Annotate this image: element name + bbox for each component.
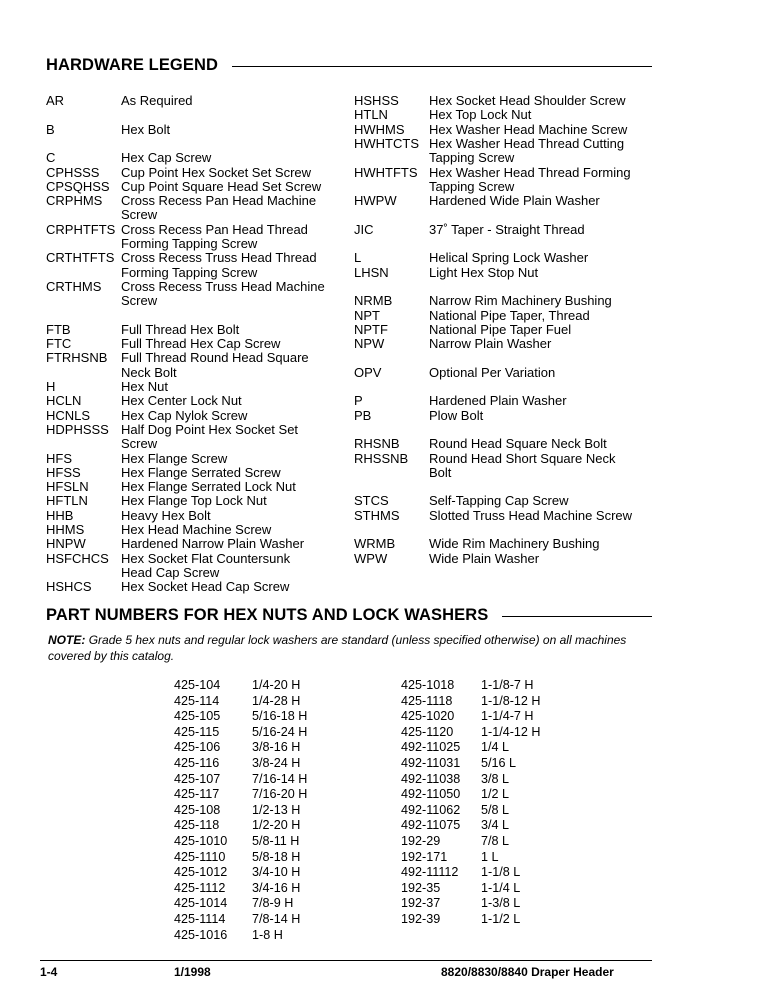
part-number: 492-11075: [401, 818, 461, 833]
legend-description: Hex Flange Screw: [121, 450, 228, 466]
table-row: [401, 678, 561, 694]
legend-abbr: CPHSSS: [46, 164, 100, 180]
legend-abbr: HFS: [46, 450, 72, 466]
part-number: 492-11031: [401, 755, 461, 770]
legend-description: Hex Socket Head Shoulder Screw: [429, 93, 626, 108]
legend-abbr: AR: [46, 93, 65, 108]
part-size: 1-3/8 L: [481, 896, 521, 911]
part-number: 425-1010: [174, 833, 228, 848]
part-numbers-title: PART NUMBERS FOR HEX NUTS AND LOCK WASHERS: [46, 606, 489, 624]
table-row: [174, 928, 334, 944]
table-row: [174, 818, 334, 834]
part-size: 5/8-11 H: [252, 833, 300, 848]
part-number: 425-107: [174, 771, 221, 786]
part-size: 1/2-20 H: [252, 818, 301, 833]
legend-abbr: B: [46, 121, 55, 137]
table-row: [401, 818, 561, 834]
part-number: 425-104: [174, 678, 221, 692]
hardware-legend-title: HARDWARE LEGEND: [46, 56, 219, 74]
footer-date: 1/1998: [174, 965, 211, 979]
legend-abbr: HFSLN: [46, 479, 89, 495]
part-size: 7/8-9 H: [252, 896, 294, 911]
legend-description: As Required: [121, 93, 193, 108]
part-number: 425-1016: [174, 927, 228, 942]
legend-description: Hex Top Lock Nut: [429, 107, 532, 123]
part-numbers-rule: [502, 616, 652, 617]
part-size: 1-1/4-12 H: [481, 724, 541, 739]
table-row: [174, 881, 334, 897]
table-row: [174, 694, 334, 710]
table-row: [174, 834, 334, 850]
table-row: [401, 740, 561, 756]
part-number: 425-1110: [174, 849, 226, 864]
legend-description: Tapping Screw: [429, 150, 515, 166]
table-row: [174, 678, 334, 694]
table-row: [401, 772, 561, 788]
part-size: 3/8 L: [481, 771, 510, 786]
note-text: Grade 5 hex nuts and regular lock washers are standard (unless specified otherwise) on all machines covered by this catalog.: [48, 633, 627, 663]
part-size: 3/4-10 H: [252, 865, 301, 880]
legend-abbr: RHSNB: [354, 436, 400, 452]
legend-abbr: HHB: [46, 507, 74, 523]
part-size: 3/4-16 H: [252, 880, 301, 895]
legend-description: Full Thread Hex Cap Screw: [121, 336, 281, 352]
part-size: 5/16-24 H: [252, 724, 308, 739]
legend-abbr: HSHSS: [354, 93, 399, 108]
legend-abbr: HSHCS: [46, 579, 92, 595]
part-size: 5/16-18 H: [252, 709, 308, 724]
legend-description: Screw: [121, 436, 158, 452]
legend-abbr: P: [354, 393, 363, 409]
parts-left-column: [174, 678, 334, 943]
part-number: 425-1114: [174, 911, 226, 926]
hardware-legend-rule: [232, 66, 652, 67]
table-row: [401, 803, 561, 819]
part-number: 425-1020: [401, 709, 455, 724]
legend-abbr: HDPHSSS: [46, 421, 109, 437]
part-size: 5/16 L: [481, 755, 517, 770]
legend-description: Screw: [121, 207, 158, 223]
legend-abbr: STHMS: [354, 507, 400, 523]
legend-description: Hex Nut: [121, 379, 168, 394]
part-number: 425-1014: [174, 896, 228, 911]
part-number: 425-117: [174, 787, 220, 802]
part-size: 1/4 L: [481, 740, 510, 755]
legend-abbr: CPSQHSS: [46, 178, 110, 194]
legend-description: Wide Rim Machinery Bushing: [429, 536, 600, 552]
legend-description: Hex Socket Flat Countersunk: [121, 550, 291, 566]
legend-description: Slotted Truss Head Machine Screw: [429, 507, 633, 523]
part-number: 425-115: [174, 724, 220, 739]
legend-description: Bolt: [429, 464, 452, 480]
legend-description: Round Head Square Neck Bolt: [429, 436, 607, 452]
part-size: 1-1/8-7 H: [481, 678, 534, 692]
table-row: [174, 740, 334, 756]
legend-description: Helical Spring Lock Washer: [429, 250, 589, 266]
part-number: 192-29: [401, 833, 441, 848]
legend-description: Optional Per Variation: [429, 364, 556, 380]
table-row: [401, 850, 561, 866]
legend-abbr: HSFCHCS: [46, 550, 109, 566]
part-number: 425-108: [174, 802, 221, 817]
part-number: 425-114: [174, 693, 220, 708]
legend-abbr: NPT: [354, 307, 380, 323]
footer-page-number: 1-4: [40, 965, 58, 979]
legend-abbr: WRMB: [354, 536, 396, 552]
legend-description: Round Head Short Square Neck: [429, 450, 616, 466]
legend-abbr: CRPHTFTS: [46, 221, 116, 237]
table-row: [401, 725, 561, 741]
legend-description: Cup Point Hex Socket Set Screw: [121, 164, 312, 180]
legend-abbr: HFSS: [46, 464, 81, 480]
part-number: 192-37: [401, 896, 441, 911]
legend-description: Hardened Narrow Plain Washer: [121, 536, 305, 552]
table-row: [401, 881, 561, 897]
legend-description: National Pipe Taper Fuel: [429, 321, 572, 337]
part-size: 1/2 L: [481, 787, 510, 802]
legend-abbr: HNPW: [46, 536, 86, 552]
part-size: 7/8-14 H: [252, 911, 301, 926]
legend-description: Wide Plain Washer: [429, 550, 540, 566]
legend-description: Hex Washer Head Thread Cutting: [429, 135, 625, 151]
legend-abbr: FTC: [46, 336, 72, 352]
part-number: 425-1120: [401, 724, 454, 739]
legend-abbr: NRMB: [354, 293, 393, 309]
legend-description: Hex Center Lock Nut: [121, 393, 242, 409]
part-size: 3/8-24 H: [252, 755, 301, 770]
legend-description: Full Thread Hex Bolt: [121, 321, 240, 337]
note-label: NOTE:: [48, 633, 86, 647]
part-number: 192-35: [401, 880, 441, 895]
part-number: 425-106: [174, 740, 221, 755]
part-size: 1/4-28 H: [252, 693, 301, 708]
table-row: [174, 772, 334, 788]
part-number: 425-1112: [174, 880, 226, 895]
legend-abbr: HCNLS: [46, 407, 91, 423]
part-size: 5/8-18 H: [252, 849, 301, 864]
legend-abbr: PB: [354, 407, 372, 423]
part-number: 492-11038: [401, 771, 461, 786]
legend-abbr: HCLN: [46, 393, 82, 409]
table-row: [401, 865, 561, 881]
part-size: 1/2-13 H: [252, 802, 301, 817]
part-size: 1-1/8-12 H: [481, 693, 541, 708]
legend-description: Narrow Rim Machinery Bushing: [429, 293, 612, 309]
legend-abbr: CRTHTFTS: [46, 250, 115, 266]
legend-description: Forming Tapping Screw: [121, 236, 258, 251]
legend-description: Tapping Screw: [429, 178, 515, 194]
legend-description: Hex Head Machine Screw: [121, 522, 272, 537]
legend-description: Forming Tapping Screw: [121, 264, 258, 280]
table-row: [174, 725, 334, 741]
legend-description: Cross Recess Truss Head Machine: [121, 278, 325, 294]
part-number: 192-39: [401, 911, 441, 926]
part-number: 425-118: [174, 818, 220, 833]
legend-abbr: HWHTFTS: [354, 164, 418, 180]
legend-description: Full Thread Round Head Square: [121, 350, 309, 366]
legend-abbr: HFTLN: [46, 493, 88, 509]
table-row: [401, 709, 561, 725]
part-number: 425-116: [174, 755, 220, 770]
legend-abbr: CRTHMS: [46, 278, 102, 294]
part-size: 3/8-16 H: [252, 740, 301, 755]
legend-description: Screw: [121, 293, 158, 309]
part-size: 1/4-20 H: [252, 678, 301, 692]
part-number: 492-11050: [401, 787, 461, 802]
legend-description: Cup Point Square Head Set Screw: [121, 178, 322, 194]
legend-abbr: FTRHSNB: [46, 350, 108, 366]
legend-abbr: HTLN: [354, 107, 388, 123]
legend-abbr: LHSN: [354, 264, 389, 280]
legend-description: Light Hex Stop Nut: [429, 264, 539, 280]
table-row: [401, 912, 561, 928]
legend-abbr: NPW: [354, 336, 385, 352]
legend-abbr: RHSSNB: [354, 450, 409, 466]
legend-abbr: OPV: [354, 364, 382, 380]
legend-description: Hex Socket Head Cap Screw: [121, 579, 290, 595]
part-number: 192-171: [401, 849, 448, 864]
legend-abbr: C: [46, 150, 56, 166]
part-size: 1-1/2 L: [481, 911, 521, 926]
legend-description: Cross Recess Pan Head Machine: [121, 193, 317, 209]
part-number: 425-1018: [401, 678, 455, 692]
legend-description: Half Dog Point Hex Socket Set: [121, 421, 299, 437]
legend-description: Heavy Hex Bolt: [121, 507, 211, 523]
legend-description: Self-Tapping Cap Screw: [429, 493, 569, 509]
part-number: 425-1012: [174, 865, 228, 880]
table-row: [401, 834, 561, 850]
legend-description: Hex Flange Top Lock Nut: [121, 493, 267, 509]
parts-right-column: [401, 678, 561, 928]
legend-abbr: H: [46, 379, 56, 394]
part-size: 1-1/8 L: [481, 865, 521, 880]
table-row: [174, 850, 334, 866]
table-row: [174, 709, 334, 725]
table-row: [174, 896, 334, 912]
legend-abbr: FTB: [46, 321, 71, 337]
legend-description: Cross Recess Truss Head Thread: [121, 250, 317, 266]
legend-abbr: HWHTCTS: [354, 135, 419, 151]
part-size: 7/8 L: [481, 833, 510, 848]
legend-abbr: CRPHMS: [46, 193, 103, 209]
table-row: [401, 787, 561, 803]
table-row: [174, 756, 334, 772]
legend-description: Hex Cap Screw: [121, 150, 212, 166]
footer-product: 8820/8830/8840 Draper Header: [441, 965, 614, 979]
table-row: [174, 803, 334, 819]
legend-description: Head Cap Screw: [121, 564, 220, 580]
legend-description: Plow Bolt: [429, 407, 484, 423]
part-size: 1-8 H: [252, 927, 283, 942]
table-row: [401, 896, 561, 912]
part-size: 3/4 L: [481, 818, 510, 833]
legend-description: Hex Washer Head Machine Screw: [429, 121, 628, 137]
part-number: 492-11062: [401, 802, 461, 817]
part-number: 492-11112: [401, 865, 459, 880]
legend-description: Hex Flange Serrated Screw: [121, 464, 281, 480]
legend-description: Hardened Plain Washer: [429, 393, 567, 409]
legend-abbr: HWPW: [354, 193, 397, 209]
table-row: [401, 694, 561, 710]
part-size: 5/8 L: [481, 802, 510, 817]
legend-abbr: JIC: [354, 221, 374, 237]
legend-description: Hex Washer Head Thread Forming: [429, 164, 631, 180]
part-number: 425-105: [174, 709, 221, 724]
legend-description: Neck Bolt: [121, 364, 177, 380]
part-size: 7/16-14 H: [252, 771, 308, 786]
legend-description: Hardened Wide Plain Washer: [429, 193, 600, 209]
legend-abbr: NPTF: [354, 321, 388, 337]
part-number: 492-11025: [401, 740, 461, 755]
legend-abbr: HWHMS: [354, 121, 405, 137]
legend-description: 37˚ Taper - Straight Thread: [429, 221, 585, 237]
legend-description: National Pipe Taper, Thread: [429, 307, 590, 323]
legend-abbr: HHMS: [46, 522, 85, 537]
table-row: [401, 756, 561, 772]
part-size: 1-1/4-7 H: [481, 709, 534, 724]
table-row: [174, 912, 334, 928]
legend-description: Hex Flange Serrated Lock Nut: [121, 479, 296, 495]
table-row: [174, 787, 334, 803]
part-number: 425-1118: [401, 693, 453, 708]
note-paragraph: [48, 632, 648, 664]
legend-description: Hex Bolt: [121, 121, 171, 137]
footer-rule: [40, 960, 652, 961]
part-size: 1-1/4 L: [481, 880, 521, 895]
table-row: [174, 865, 334, 881]
part-size: 1 L: [481, 849, 499, 864]
legend-abbr: L: [354, 250, 362, 266]
legend-description: Hex Cap Nylok Screw: [121, 407, 248, 423]
legend-abbr: STCS: [354, 493, 389, 509]
part-size: 7/16-20 H: [252, 787, 308, 802]
legend-description: Cross Recess Pan Head Thread: [121, 221, 308, 237]
legend-abbr: WPW: [354, 550, 388, 566]
legend-description: Narrow Plain Washer: [429, 336, 552, 352]
